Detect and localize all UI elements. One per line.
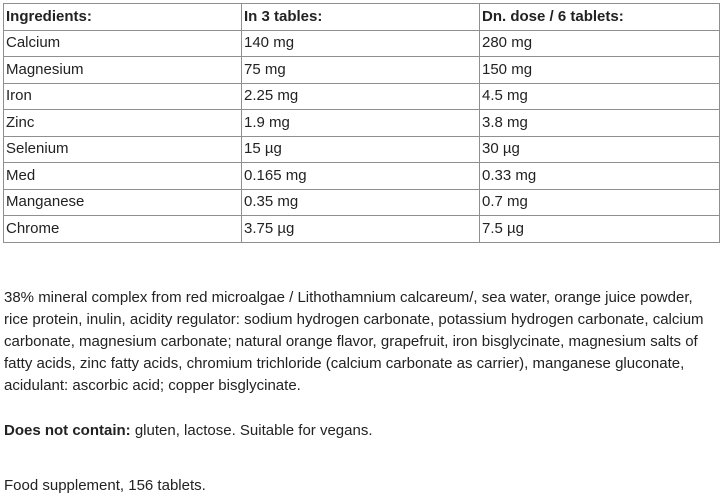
- ingredients-table: [3, 3, 720, 243]
- table-row: [4, 83, 720, 110]
- amount-3-tablets: 75 mg: [242, 57, 480, 84]
- table-header-row: [4, 4, 720, 31]
- amount-daily-dose: 0.7 mg: [480, 189, 720, 216]
- ingredient-name: Zinc: [4, 110, 242, 137]
- product-type-text: Food supplement, 156 tablets.: [4, 477, 206, 494]
- table-row: [4, 216, 720, 243]
- ingredient-name: Iron: [4, 83, 242, 110]
- amount-3-tablets: 2.25 mg: [242, 83, 480, 110]
- amount-daily-dose: 0.33 mg: [480, 163, 720, 190]
- table-row: [4, 110, 720, 137]
- amount-daily-dose: 280 mg: [480, 30, 720, 57]
- amount-daily-dose: 30 µg: [480, 136, 720, 163]
- amount-daily-dose: 7.5 µg: [480, 216, 720, 243]
- ingredient-name: Chrome: [4, 216, 242, 243]
- amount-3-tablets: 140 mg: [242, 30, 480, 57]
- header-ingredients: Ingredients:: [4, 4, 242, 31]
- table-row: [4, 163, 720, 190]
- amount-daily-dose: 150 mg: [480, 57, 720, 84]
- ingredient-name: Med: [4, 163, 242, 190]
- amount-3-tablets: 15 µg: [242, 136, 480, 163]
- free-from-label: Does not contain:: [4, 422, 131, 439]
- ingredient-name: Magnesium: [4, 57, 242, 84]
- amount-3-tablets: 3.75 µg: [242, 216, 480, 243]
- table-row: [4, 136, 720, 163]
- table-row: [4, 189, 720, 216]
- table-row: [4, 57, 720, 84]
- amount-3-tablets: 1.9 mg: [242, 110, 480, 137]
- amount-3-tablets: 0.165 mg: [242, 163, 480, 190]
- free-from-text: gluten, lactose. Suitable for vegans.: [130, 422, 373, 439]
- amount-daily-dose: 3.8 mg: [480, 110, 720, 137]
- amount-daily-dose: 4.5 mg: [480, 83, 720, 110]
- header-in-3-tablets: In 3 tables:: [242, 4, 480, 31]
- ingredient-name: Manganese: [4, 189, 242, 216]
- amount-3-tablets: 0.35 mg: [242, 189, 480, 216]
- ingredient-name: Calcium: [4, 30, 242, 57]
- header-daily-dose: Dn. dose / 6 tablets:: [480, 4, 720, 31]
- free-from-statement: [4, 420, 716, 442]
- composition-text: 38% mineral complex from red microalgae / Lithothamnium calcareum/, sea water, orange juice powder, rice protein, inulin, acidity regulator: sodium hydrogen carbonate, potassium hydrogen carbonate, calcium carbonate, magnesium carbonate; natural orange flavor, grapefruit, iron bisglycinate, magnesium salts of fatty acids, zinc fatty acids, chromium trichloride (calcium carbonate as carrier), manganese gluconate, acidulant: ascorbic acid; copper bisglycinate.: [4, 289, 704, 394]
- ingredient-name: Selenium: [4, 136, 242, 163]
- table-row: [4, 30, 720, 57]
